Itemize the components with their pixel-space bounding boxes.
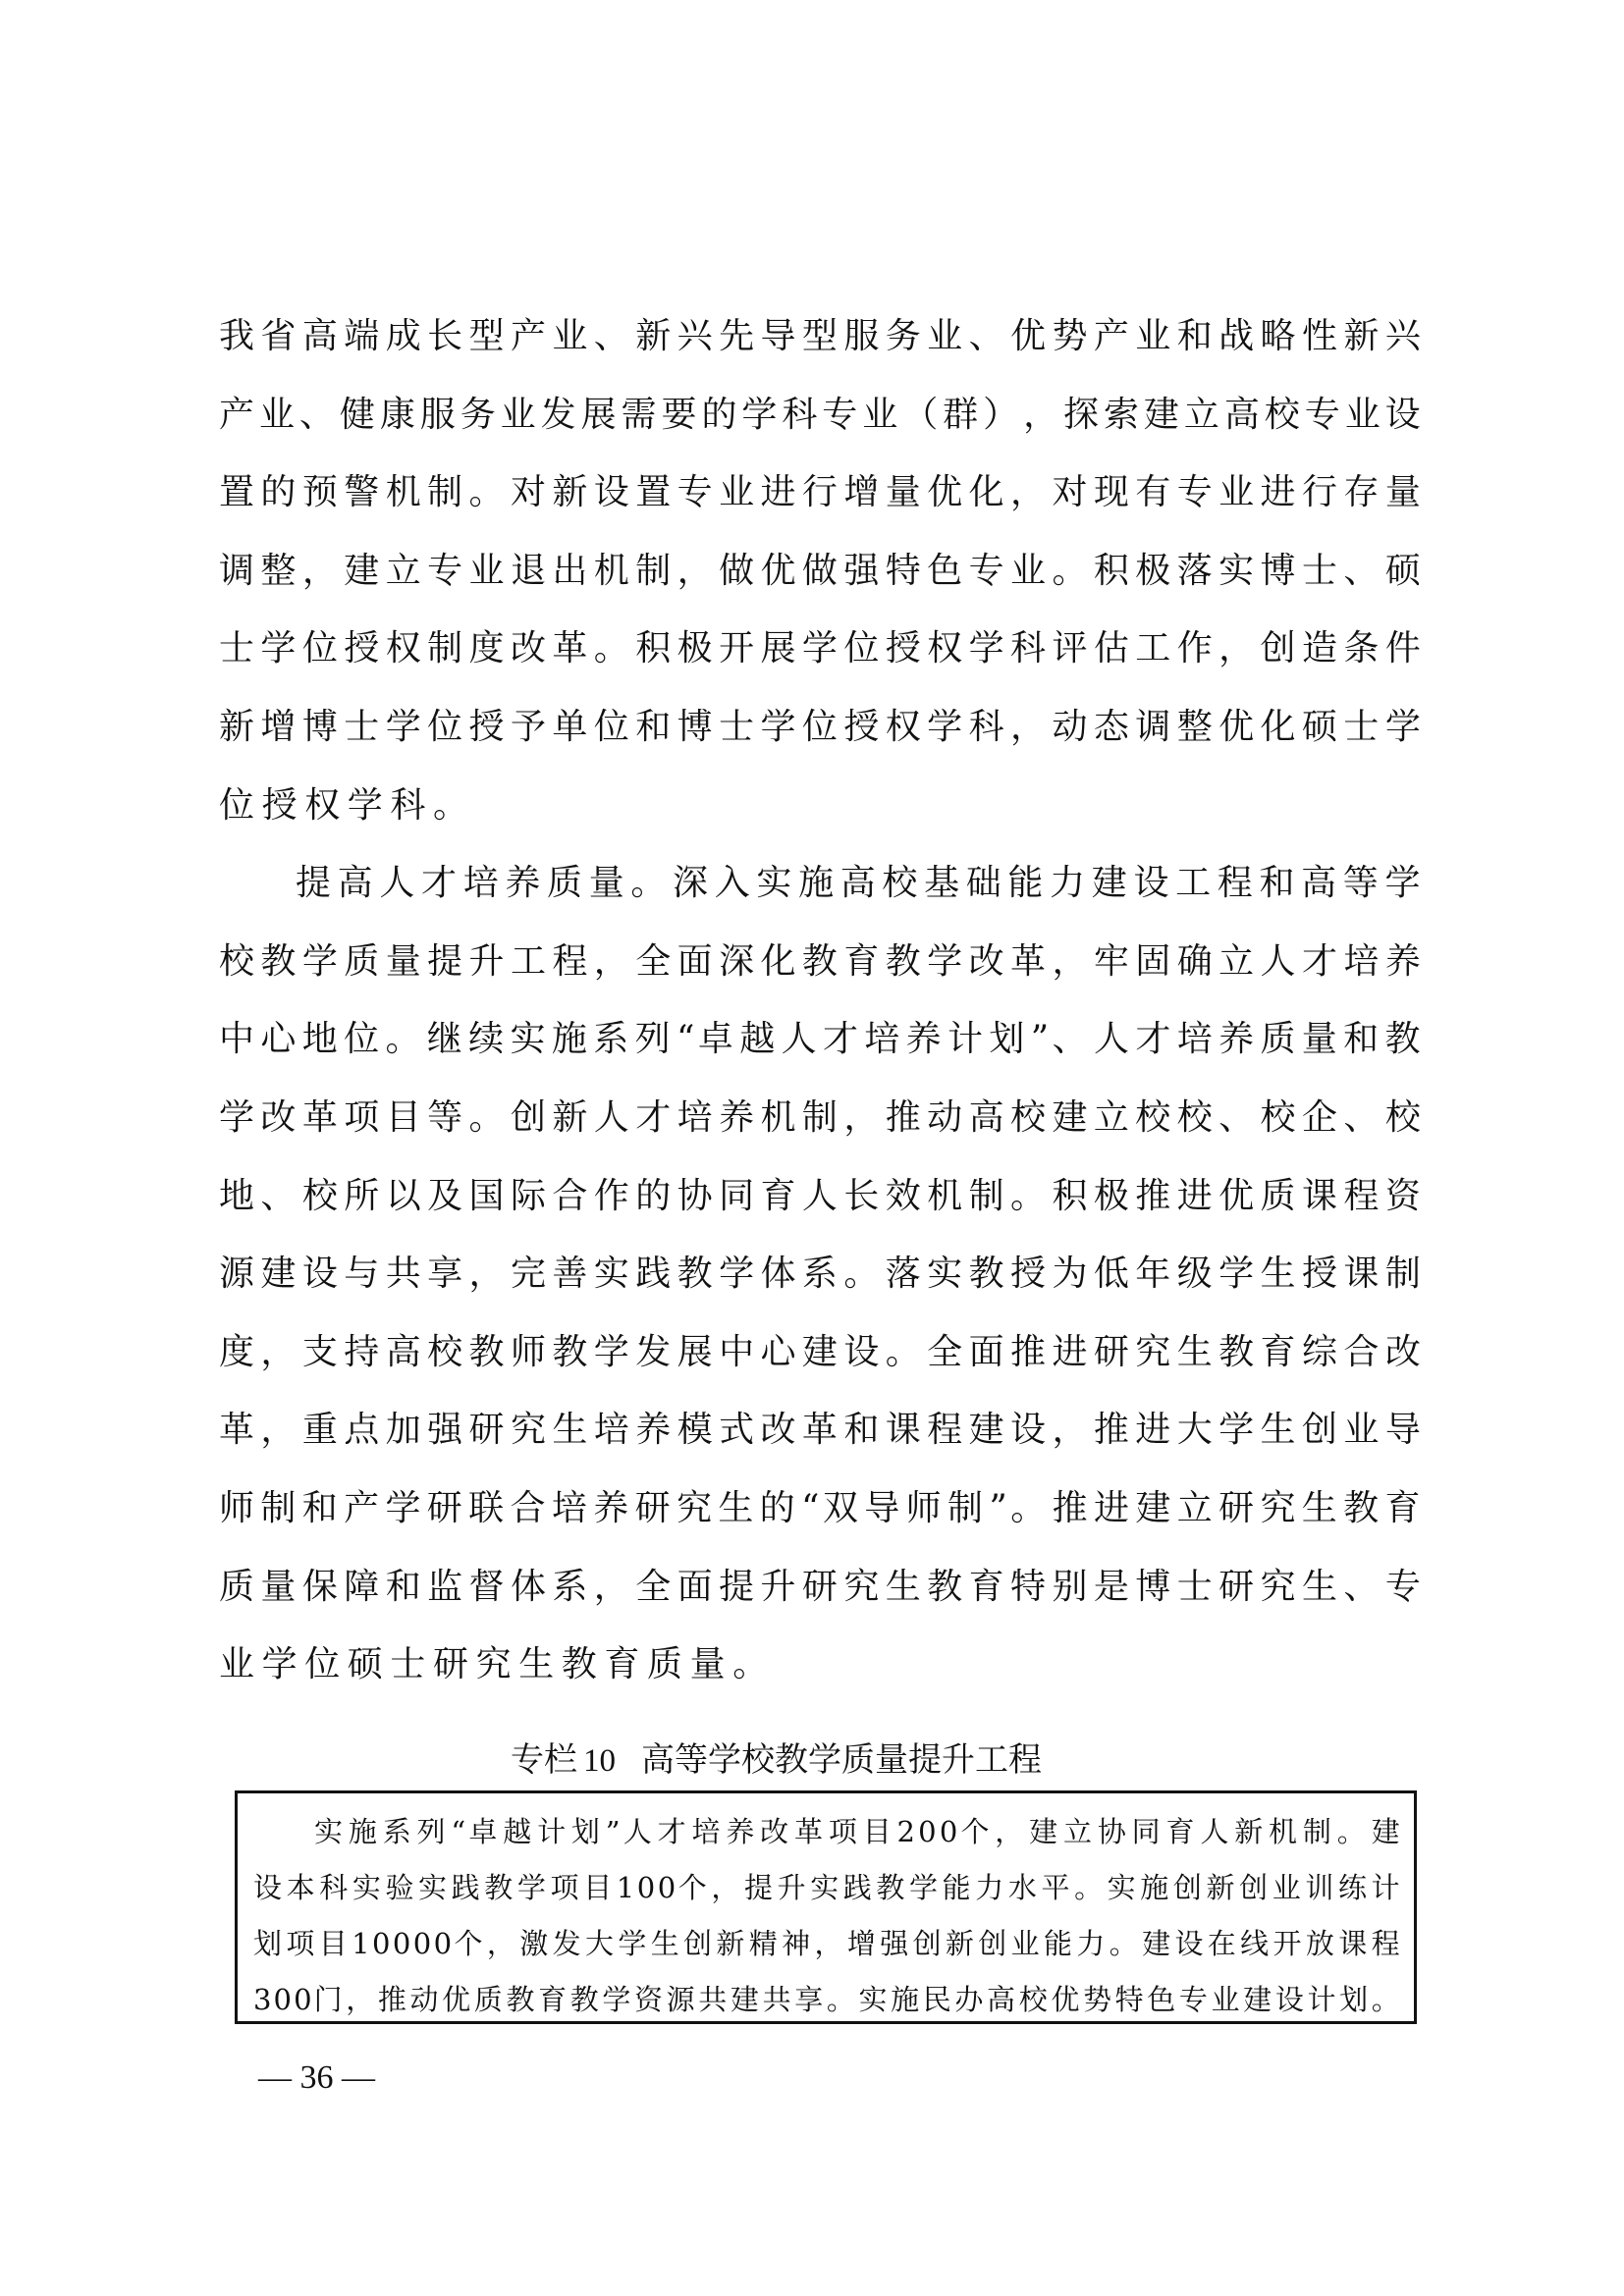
- page-number: — 36 —: [258, 2059, 375, 2096]
- paragraph-line: 革​ ，​ 重​ 点​ 加​ 强​ 研​ 究​ 生​ 培​ 养​ 模​ 式​ 改​ 革​ 和​ 课​ 程​ 建​ 设​ ，​ 推​ 进​ 大​ 学​ 生​ 创​ 业​ 导: [219, 1410, 1421, 1451]
- paragraph-line: 新​ 增​ 博​ 士​ 学​ 位​ 授​ 予​ 单​ 位​ 和​ 博​ 士​ 学​ 位​ 授​ 权​ 学​ 科​ ，​ 动​ 态​ 调​ 整​ 优​ 化​ 硕​ 士​ 学: [219, 706, 1421, 747]
- column-box-title-prefix: 专栏: [511, 1740, 577, 1780]
- paragraph-line: 我​ 省​ 高​ 端​ 成​ 长​ 型​ 产​ 业​ 、​ 新​ 兴​ 先​ 导​ 型​ 服​ 务​ 业​ 、​ 优​ 势​ 产​ 业​ 和​ 战​ 略​ 性​ 新​ 兴: [219, 316, 1421, 356]
- paragraph-line: 中​ 心​ 地​ 位​ 。​ 继​ 续​ 实​ 施​ 系​ 列​ “​ 卓​ 越​ 人​ 才​ 培​ 养​ 计​ 划​ ”​ 、​ 人​ 才​ 培​ 养​ 质​ 量​ 和​ 教: [219, 1019, 1421, 1060]
- column-box-line: 3​ 0​ 0 门​ ，​ 推​ 动​ 优​ 质​ 教​ 育​ 教​ 学​ 资​ 源​ 共​ 建​ 共​ 享​ 。​ 实​ 施​ 民​ 办​ 高​ 校​ 优​ 势​ 特​ 色​ 专​ 业​ 建​ 设​ 计​ 划​ 。: [253, 1983, 1400, 2016]
- paragraph-line: 源​ 建​ 设​ 与​ 共​ 享​ ，​ 完​ 善​ 实​ 践​ 教​ 学​ 体​ 系​ 。​ 落​ 实​ 教​ 授​ 为​ 低​ 年​ 级​ 学​ 生​ 授​ 课​ 制: [219, 1254, 1421, 1295]
- paragraph-line: 提​ 高​ 人​ 才​ 培​ 养​ 质​ 量​ 。​ 深​ 入​ 实​ 施​ 高​ 校​ 基​ 础​ 能​ 力​ 建​ 设​ 工​ 程​ 和​ 高​ 等​ 学: [296, 863, 1421, 904]
- column-box-title: [511, 1737, 1129, 1783]
- column-box: [235, 1790, 1417, 2024]
- column-box-title-text: 高等学校教学质量提升工程: [641, 1740, 1042, 1780]
- paragraph-line: 士​ 学​ 位​ 授​ 权​ 制​ 度​ 改​ 革​ 。​ 积​ 极​ 开​ 展​ 学​ 位​ 授​ 权​ 学​ 科​ 评​ 估​ 工​ 作​ ，​ 创​ 造​ 条​ 件: [219, 628, 1421, 669]
- paragraph-line: 置​ 的​ 预​ 警​ 机​ 制​ 。​ 对​ 新​ 设​ 置​ 专​ 业​ 进​ 行​ 增​ 量​ 优​ 化​ ，​ 对​ 现​ 有​ 专​ 业​ 进​ 行​ 存​ 量: [219, 472, 1421, 513]
- paragraph-line: 产​ 业​ 、​ 健​ 康​ 服​ 务​ 业​ 发​ 展​ 需​ 要​ 的​ 学​ 科​ 专​ 业​ （​ 群​ ）​ ，​ 探​ 索​ 建​ 立​ 高​ 校​ 专​ 业​ 设: [219, 394, 1421, 435]
- paragraph-line: 学​ 改​ 革​ 项​ 目​ 等​ 。​ 创​ 新​ 人​ 才​ 培​ 养​ 机​ 制​ ，​ 推​ 动​ 高​ 校​ 建​ 立​ 校​ 校​ 、​ 校​ 企​ 、​ 校: [219, 1096, 1421, 1138]
- paragraph-line: 业学位硕士研究生教育质量。: [219, 1644, 776, 1685]
- column-box-line: 划​ 项​ 目 1​ 0​ 0​ 0​ 0 个​ ，​ 激​ 发​ 大​ 学​ 生​ 创​ 新​ 精​ 神​ ，​ 增​ 强​ 创​ 新​ 创​ 业​ 能​ 力​ 。​ 建​ 设​ 在​ 线​ 开​ 放​ 课​ 程: [253, 1927, 1400, 1960]
- body-text: [219, 311, 1421, 1718]
- paragraph-line: 位授权学科。: [219, 784, 476, 826]
- column-box-line: 实​ 施​ 系​ 列​ “​ 卓​ 越​ 计​ 划​ ”​ 人​ 才​ 培​ 养​ 改​ 革​ 项​ 目 2​ 0​ 0 个​ ，​ 建​ 立​ 协​ 同​ 育​ 人​ 新​ 机​ 制​ 。​ 建: [314, 1815, 1400, 1848]
- paragraph-line: 校​ 教​ 学​ 质​ 量​ 提​ 升​ 工​ 程​ ，​ 全​ 面​ 深​ 化​ 教​ 育​ 教​ 学​ 改​ 革​ ，​ 牢​ 固​ 确​ 立​ 人​ 才​ 培​ 养: [219, 940, 1421, 982]
- paragraph-line: 地​ 、​ 校​ 所​ 以​ 及​ 国​ 际​ 合​ 作​ 的​ 协​ 同​ 育​ 人​ 长​ 效​ 机​ 制​ 。​ 积​ 极​ 推​ 进​ 优​ 质​ 课​ 程​ 资: [219, 1175, 1421, 1216]
- column-box-line: 设​ 本​ 科​ 实​ 验​ 实​ 践​ 教​ 学​ 项​ 目 1​ 0​ 0 个​ ，​ 提​ 升​ 实​ 践​ 教​ 学​ 能​ 力​ 水​ 平​ 。​ 实​ 施​ 创​ 新​ 创​ 业​ 训​ 练​ 计: [253, 1871, 1400, 1904]
- paragraph-line: 质​ 量​ 保​ 障​ 和​ 监​ 督​ 体​ 系​ ，​ 全​ 面​ 提​ 升​ 研​ 究​ 生​ 教​ 育​ 特​ 别​ 是​ 博​ 士​ 研​ 究​ 生​ 、​ 专: [219, 1566, 1421, 1607]
- paragraph-line: 度​ ，​ 支​ 持​ 高​ 校​ 教​ 师​ 教​ 学​ 发​ 展​ 中​ 心​ 建​ 设​ 。​ 全​ 面​ 推​ 进​ 研​ 究​ 生​ 教​ 育​ 综​ 合​ 改: [219, 1331, 1421, 1372]
- paragraph-line: 调​ 整​ ，​ 建​ 立​ 专​ 业​ 退​ 出​ 机​ 制​ ，​ 做​ 优​ 做​ 强​ 特​ 色​ 专​ 业​ 。​ 积​ 极​ 落​ 实​ 博​ 士​ 、​ 硕: [219, 550, 1421, 591]
- column-box-title-number: 10: [583, 1743, 616, 1779]
- paragraph-line: 师​ 制​ 和​ 产​ 学​ 研​ 联​ 合​ 培​ 养​ 研​ 究​ 生​ 的​ “​ 双​ 导​ 师​ 制​ ”​ 。​ 推​ 进​ 建​ 立​ 研​ 究​ 生​ 教​ 育: [219, 1487, 1421, 1528]
